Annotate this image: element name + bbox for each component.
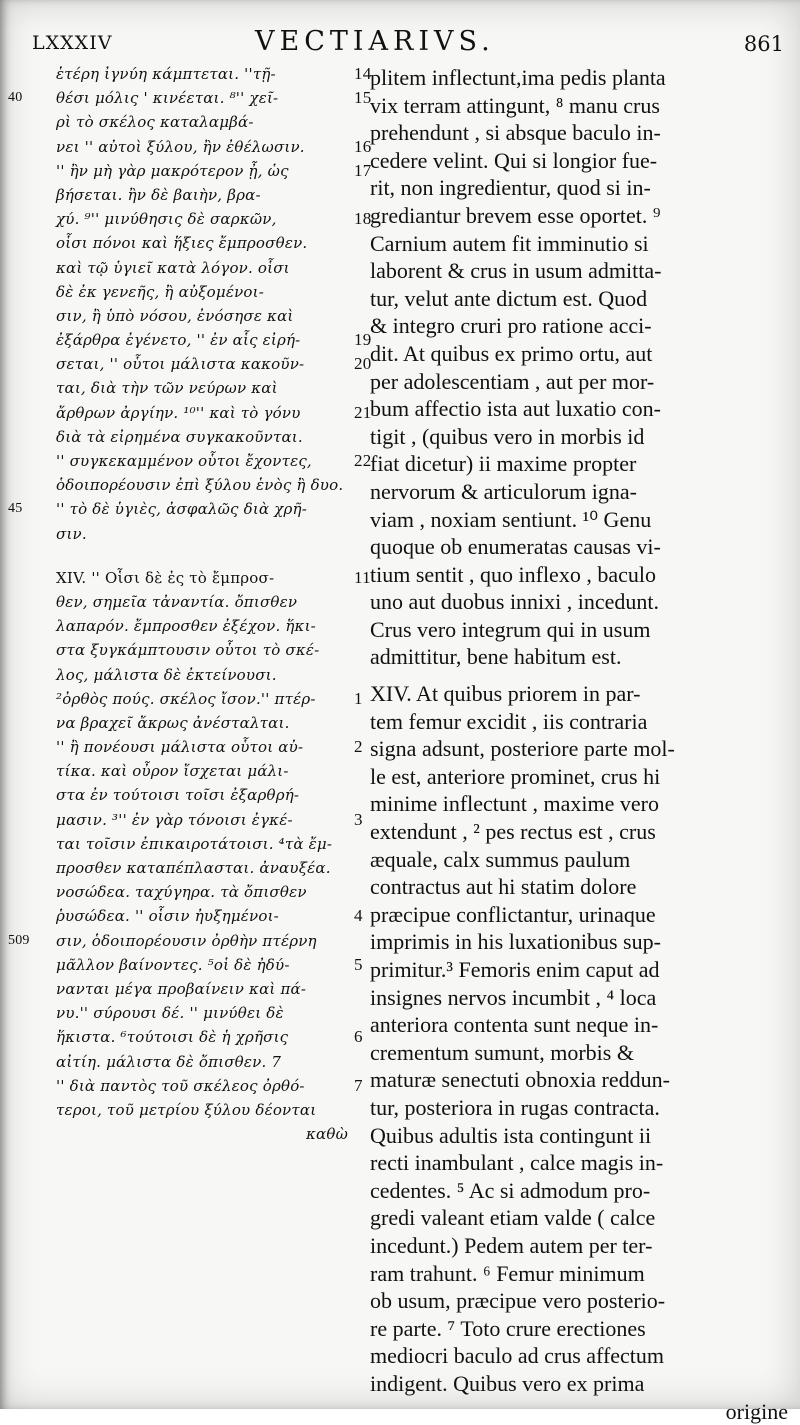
greek-line [56, 522, 352, 546]
latin-line: tur, posteriora in rugas contracta. [370, 1094, 790, 1122]
latin-line: admittitur, bene habitum est. [370, 643, 790, 671]
page-number: 861 [744, 32, 784, 56]
latin-line: mediocri baculo ad crus affectum [370, 1342, 790, 1370]
latin-line: plitem inflectunt,ima pedis planta [370, 64, 790, 92]
greek-line-text: σιν, ὁδοιπορέουσιν ὀρθὴν πτέρνη [56, 932, 317, 950]
greek-line-text: να βραχεῖ ἄκρως ἀνέσταλται. [56, 714, 290, 732]
greek-line [56, 880, 352, 904]
greek-line [56, 328, 352, 352]
section-gap [56, 546, 352, 566]
latin-line: indigent. Quibus vero ex prima [370, 1370, 790, 1398]
latin-line: incedunt.) Pedem autem per ter- [370, 1232, 790, 1260]
latin-line: anteriora contenta sunt neque in- [370, 1011, 790, 1039]
verse-number: 15 [354, 86, 371, 110]
latin-line: bum affectio ista aut luxatio con- [370, 395, 790, 423]
verse-number: 6 [354, 1025, 363, 1049]
greek-line-text: βήσεται. ἢν δὲ βαιὴν, βρα- [56, 186, 261, 204]
latin-line: Carnium autem fit imminutio si [370, 230, 790, 258]
greek-line [56, 856, 352, 880]
greek-line [56, 808, 352, 832]
greek-line [56, 473, 352, 497]
latin-line: imprimis in his luxationibus sup- [370, 928, 790, 956]
latin-line: per adolescentiam , aut per mor- [370, 368, 790, 396]
verse-number: 19 [354, 328, 371, 352]
greek-line [56, 135, 352, 159]
latin-line: tur, velut ante dictum est. Quod [370, 285, 790, 313]
latin-line: uno aut duobus innixi , incedunt. [370, 588, 790, 616]
greek-line [56, 929, 352, 953]
latin-section-heading: XIV. At quibus priorem in par- [370, 680, 790, 708]
verse-number: 17 [354, 159, 371, 183]
greek-line-text: λος, μάλιστα δὲ ἐκτείνουσι. [56, 666, 277, 684]
greek-line-text: τίκα. καὶ οὖρον ἴσχεται μάλι- [56, 762, 289, 780]
latin-column [370, 64, 790, 1425]
greek-line [56, 110, 352, 134]
latin-line: nervorum & articulorum igna- [370, 478, 790, 506]
latin-line: recti inambulant , calce magis in- [370, 1149, 790, 1177]
verse-number: 11 [354, 566, 371, 590]
greek-line [56, 638, 352, 662]
greek-line-text: νοσώδεα. ταχύγηρα. τὰ ὄπισθεν [56, 883, 307, 901]
latin-line: tem femur excidit , iis contraria [370, 708, 790, 736]
greek-line-text: ται τοῖσιν ἐπικαιροτάτοισι. ⁴τὰ ἔμ- [56, 835, 332, 853]
greek-section-heading [56, 566, 352, 590]
verse-number: 21 [354, 401, 371, 425]
latin-line: cedere velint. Qui si longior fue- [370, 147, 790, 175]
greek-line [56, 183, 352, 207]
verse-number: 3 [354, 808, 363, 832]
latin-line: extendunt , ² pes rectus est , crus [370, 818, 790, 846]
greek-line [56, 207, 352, 231]
greek-line [56, 614, 352, 638]
latin-line: quoque ob enumeratas causas vi- [370, 533, 790, 561]
greek-line-text: θεν, σημεῖα τἀναντία. ὄπισθεν [56, 593, 297, 611]
greek-line [56, 280, 352, 304]
greek-line-text: '' ἢν μὴ γὰρ μακρότερον ᾖ, ὡς [56, 162, 289, 180]
latin-line: signa adsunt, posteriore parte mol- [370, 735, 790, 763]
greek-line [56, 231, 352, 255]
greek-line [56, 832, 352, 856]
greek-line-text: ἄρθρων ἀργίην. ¹⁰'' καὶ τὸ γόνυ [56, 404, 301, 422]
greek-line-text: μασιν. ³'' ἐν γὰρ τόνοισι ἐγκέ- [56, 811, 293, 829]
greek-line-text: σιν. [56, 525, 87, 543]
verse-number: 14 [354, 62, 371, 86]
verse-number: 7 [354, 1074, 363, 1098]
greek-line-text: καθὼ [306, 1125, 348, 1143]
greek-line [56, 304, 352, 328]
greek-line-text: μᾶλλον βαίνοντες. ⁵οἱ δὲ ἠδύ- [56, 956, 290, 974]
latin-line: primitur.³ Femoris enim caput ad [370, 956, 790, 984]
verse-number: 5 [354, 953, 363, 977]
greek-line [56, 425, 352, 449]
latin-line: Quibus adultis ista contingunt ii [370, 1122, 790, 1150]
section-gap [370, 671, 790, 680]
greek-line-text: '' συγκεκαμμένον οὗτοι ἔχοντες, [56, 452, 312, 470]
greek-line [56, 711, 352, 735]
latin-line: gredi valeant etiam valde ( calce [370, 1204, 790, 1232]
running-title: VECTIARIVS. [255, 26, 495, 57]
greek-line-text: νυ.'' σύρουσι δέ. '' μινύθει δὲ [56, 1004, 284, 1022]
greek-line [56, 590, 352, 614]
greek-line-text: ὁδοιπορέουσιν ἐπὶ ξύλου ἑνὸς ἢ δυο. [56, 476, 343, 494]
greek-line [56, 1001, 352, 1025]
latin-line: præcipue conflictantur, urinaque [370, 901, 790, 929]
latin-line: grediantur brevem esse oportet. ⁹ [370, 202, 790, 230]
greek-line [56, 1074, 352, 1098]
latin-line: laborent & crus in usum admitta- [370, 257, 790, 285]
greek-line [56, 953, 352, 977]
latin-line: tigit , (quibus vero in morbis id [370, 423, 790, 451]
verse-number: 2 [354, 735, 363, 759]
greek-line-text: ²ὀρθὸς πούς. σκέλος ἴσον.'' πτέρ- [56, 690, 316, 708]
greek-line-text: στα ἐν τούτοισι τοῖσι ἐξαρθρή- [56, 786, 299, 804]
greek-line [56, 376, 352, 400]
greek-line-text: '' ἢ πονέουσι μάλιστα οὗτοι αὐ- [56, 738, 303, 756]
greek-line [56, 256, 352, 280]
latin-line: Crus vero integrum qui in usum [370, 616, 790, 644]
greek-line-text: ρὶ τὸ σκέλος καταλαμβά- [56, 113, 254, 131]
latin-line: rit, non ingredientur, quod si in- [370, 174, 790, 202]
margin-number: 45 [8, 497, 22, 521]
greek-line [56, 735, 352, 759]
greek-line [56, 1050, 352, 1074]
greek-line-text: ἥκιστα. ⁶τούτοισι δὲ ἡ χρῆσις [56, 1028, 288, 1046]
catchword: origine [370, 1398, 790, 1425]
verse-number: 1 [354, 687, 363, 711]
latin-line: tium sentit , quo inflexo , baculo [370, 561, 790, 589]
greek-line [56, 783, 352, 807]
latin-line: cedentes. ⁵ Ac si admodum pro- [370, 1177, 790, 1205]
greek-line [56, 497, 352, 521]
greek-line-text: διὰ τὰ εἰρημένα συγκακοῦνται. [56, 428, 303, 446]
greek-line-text: ἐξάρθρα ἐγένετο, '' ἐν αἷς εἰρή- [56, 331, 300, 349]
greek-line-text: λαπαρόν. ἔμπροσθεν ἐξέχον. ἥκι- [56, 617, 316, 635]
greek-line [56, 904, 352, 928]
latin-line: crementum sumunt, morbis & [370, 1039, 790, 1067]
latin-line: fiat dicetur) ii maxime propter [370, 450, 790, 478]
greek-line-text: νει '' αὐτοὶ ξύλου, ἢν ἐθέλωσιν. [56, 138, 305, 156]
greek-line-text: θέσι μόλις ' κινέεται. ⁸'' χεῖ- [56, 89, 278, 107]
greek-line-text: χύ. ⁹'' μινύθησις δὲ σαρκῶν, [56, 210, 277, 228]
latin-line: æquale, calx summus paulum [370, 846, 790, 874]
greek-line-text: προσθεν καταπέπλασται. ἀναυξέα. [56, 859, 331, 877]
latin-line: viam , noxiam sentiunt. ¹⁰ Genu [370, 506, 790, 534]
greek-line-text: οἷσι πόνοι καὶ ἥξιες ἔμπροσθεν. [56, 234, 307, 252]
margin-number: 40 [8, 86, 22, 110]
latin-line: & integro cruri pro ratione acci- [370, 312, 790, 340]
greek-line-text: σεται, '' οὗτοι μάλιστα κακοῦν- [56, 355, 304, 373]
verse-number: 20 [354, 352, 371, 376]
latin-line: dit. At quibus ex primo ortu, aut [370, 340, 790, 368]
greek-line [56, 1098, 352, 1122]
latin-line: insignes nervos incumbit , ⁴ loca [370, 984, 790, 1012]
verse-number: 18 [354, 207, 371, 231]
greek-line-text: '' τὸ δὲ ὑγιὲς, ἀσφαλῶς διὰ χρῆ- [56, 500, 307, 518]
greek-column [56, 62, 352, 1146]
latin-line: ob usum, præcipue vero posterio- [370, 1287, 790, 1315]
latin-line: re parte. ⁷ Toto crure erectiones [370, 1315, 790, 1343]
margin-number: 509 [8, 929, 30, 953]
greek-line-text: σιν, ἢ ὑπὸ νόσου, ἐνόσησε καὶ [56, 307, 294, 325]
greek-line-text: ἑτέρη ἰγνύη κάμπτεται. ''τῇ- [56, 65, 276, 83]
page-header [0, 22, 800, 62]
greek-line [56, 759, 352, 783]
greek-line [56, 687, 352, 711]
greek-line-text: καὶ τῷ ὑγιεῖ κατὰ λόγον. οἷσι [56, 259, 290, 277]
greek-line-text: τεροι, τοῦ μετρίου ξύλου δέονται [56, 1101, 316, 1119]
verse-number: 22 [354, 449, 371, 473]
greek-line [56, 352, 352, 376]
latin-line: minime inflectunt , maxime vero [370, 790, 790, 818]
left-folio: LXXXIV [32, 32, 112, 54]
verse-number: 16 [354, 135, 371, 159]
greek-line [56, 663, 352, 687]
greek-line [56, 1025, 352, 1049]
greek-line-text: στα ξυγκάμπτουσιν οὗτοι τὸ σκέ- [56, 641, 319, 659]
verse-number: 4 [354, 904, 363, 928]
greek-line [56, 449, 352, 473]
greek-line [56, 1122, 352, 1146]
greek-line [56, 401, 352, 425]
greek-line [56, 977, 352, 1001]
greek-line [56, 159, 352, 183]
greek-line-text: νανται μέγα προβαίνειν καὶ πά- [56, 980, 306, 998]
latin-line: ram trahunt. ⁶ Femur minimum [370, 1260, 790, 1288]
latin-line: contractus aut hi statim dolore [370, 873, 790, 901]
greek-line-text: ῥυσώδεα. '' οἷσιν ἠυξημένοι- [56, 907, 279, 925]
latin-line: vix terram attingunt, ⁸ manu crus [370, 92, 790, 120]
greek-line-text: δὲ ἐκ γενεῆς, ἢ αὐξομένοι- [56, 283, 264, 301]
greek-line-text: ται, διὰ τὴν τῶν νεύρων καὶ [56, 379, 278, 397]
latin-line: prehendunt , si absque baculo in- [370, 119, 790, 147]
latin-line: maturæ senectuti obnoxia reddun- [370, 1066, 790, 1094]
greek-line-text: XIV. '' Οἷσι δὲ ἐς τὸ ἔμπροσ- [56, 569, 274, 587]
greek-line [56, 62, 352, 86]
greek-line [56, 86, 352, 110]
greek-line-text: αἰτίη. μάλιστα δὲ ὄπισθεν. 7 [56, 1053, 281, 1071]
latin-line: le est, anteriore prominet, crus hi [370, 763, 790, 791]
greek-line-text: '' διὰ παντὸς τοῦ σκέλεος ὀρθό- [56, 1077, 305, 1095]
